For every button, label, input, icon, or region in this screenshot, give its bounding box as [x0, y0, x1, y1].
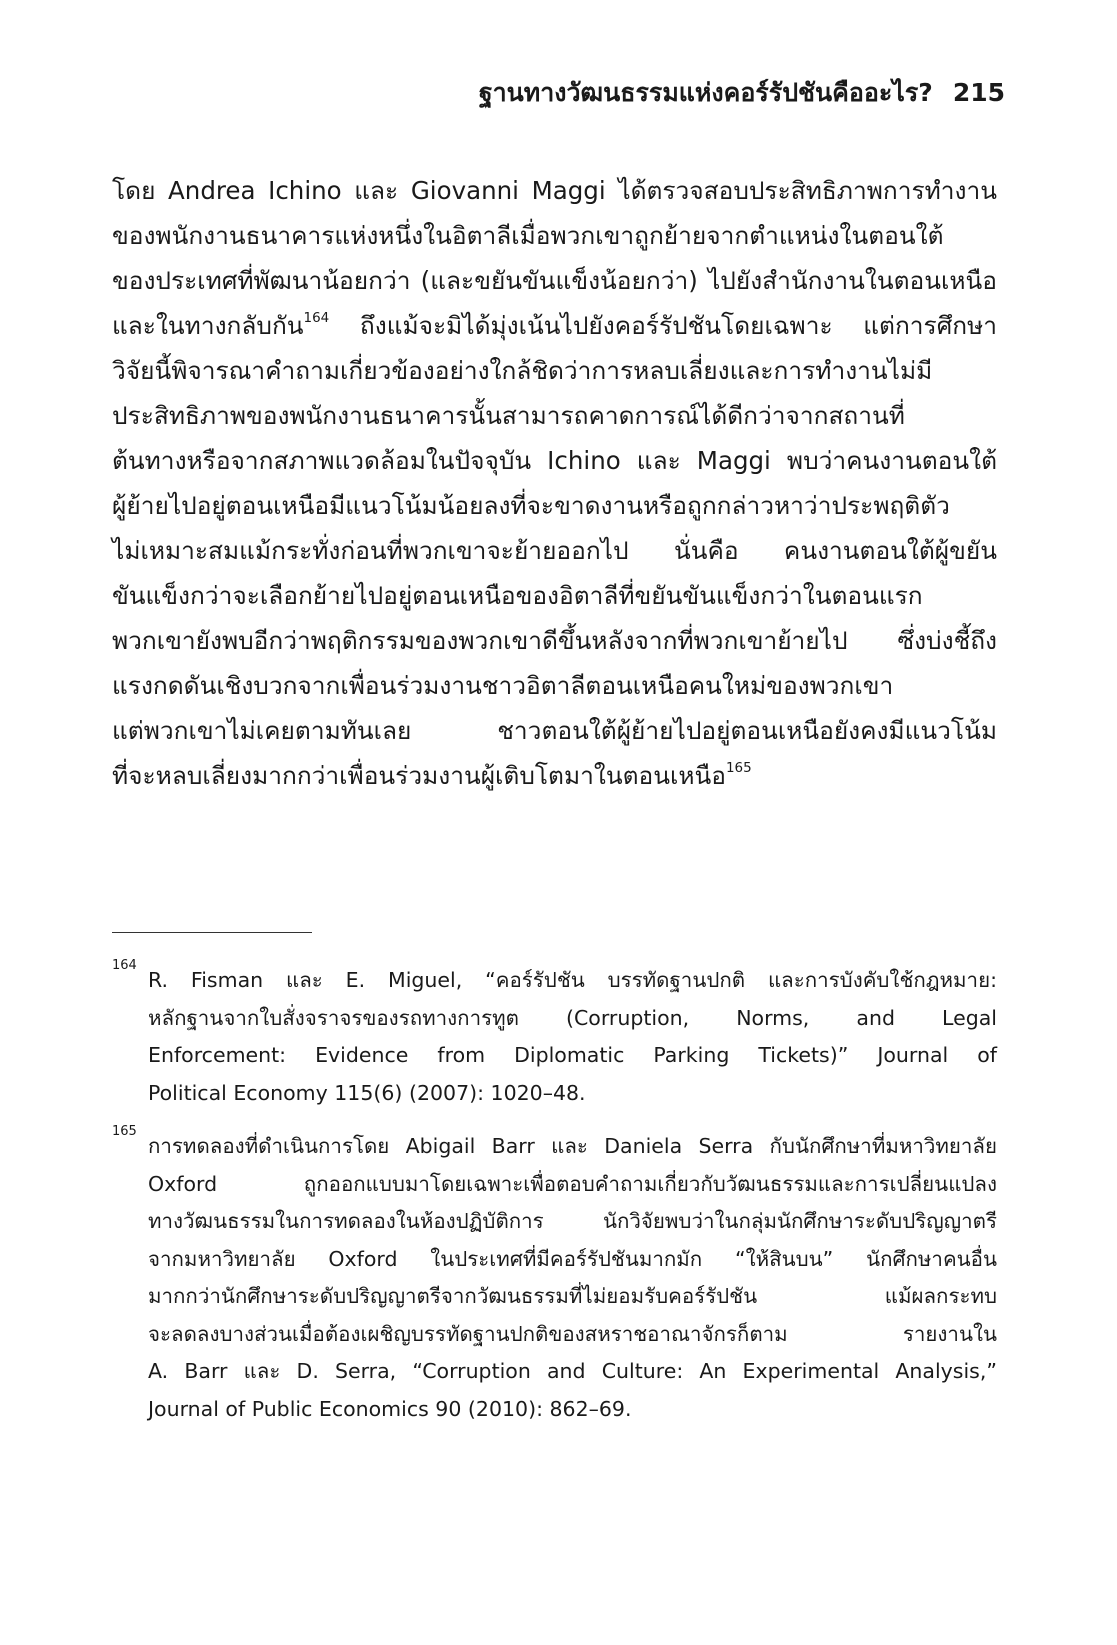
footnote-ref-164[interactable]: 164 [303, 309, 330, 326]
body-line: ไม่เหมาะสมแม้กระทั่งก่อนที่พวกเขาจะย้ายออกไป นั่นคือ คนงานตอนใต้ผู้ขยัน [112, 536, 997, 565]
footnote-line: จากมหาวิทยาลัย Oxford ในประเทศที่มีคอร์รัปชันมากมัก “ให้สินบน” นักศึกษาคนอื่น [148, 1246, 997, 1271]
footnote-164 [112, 958, 997, 1112]
body-line-segment: และในทางกลับกัน [112, 311, 304, 340]
page-number: 215 [952, 78, 1005, 107]
body-line: พวกเขายังพบอีกว่าพฤติกรรมของพวกเขาดีขึ้นหลังจากที่พวกเขาย้ายไป ซึ่งบ่งชี้ถึง [112, 626, 997, 655]
footnotes [112, 958, 997, 1444]
footnote-divider [112, 932, 312, 933]
footnote-number: 164 [112, 958, 137, 973]
footnote-165 [112, 1124, 997, 1428]
body-line: ประสิทธิภาพของพนักงานธนาคารนั้นสามารถคาดการณ์ได้ดีกว่าจากสถานที่ [112, 401, 905, 430]
body-line: โดย Andrea Ichino และ Giovanni Maggi ได้ตรวจสอบประสิทธิภาพการทำงาน [112, 176, 997, 205]
body-line: แต่พวกเขาไม่เคยตามทันเลย ชาวตอนใต้ผู้ย้ายไปอยู่ตอนเหนือยังคงมีแนวโน้ม [112, 716, 997, 745]
body-line: ของประเทศที่พัฒนาน้อยกว่า (และขยันขันแข็งน้อยกว่า) ไปยังสำนักงานในตอนเหนือ [112, 266, 997, 295]
body-line: ขันแข็งกว่าจะเลือกย้ายไปอยู่ตอนเหนือของอิตาลีที่ขยันขันแข็งกว่าในตอนแรก [112, 581, 923, 610]
footnote-line: จะลดลงบางส่วนเมื่อต้องเผชิญบรรทัดฐานปกติของสหราชอาณาจักรก็ตาม รายงานใน [148, 1321, 997, 1346]
body-line-segment: ถึงแม้จะมิได้มุ่งเน้นไปยังคอร์รัปชันโดยเฉพาะ แต่การศึกษา [359, 311, 997, 340]
footnote-number: 165 [112, 1124, 137, 1139]
footnote-line: Journal of Public Economics 90 (2010): 862–69. [148, 1396, 632, 1421]
footnote-line: หลักฐานจากใบสั่งจราจรของรถทางการทูต (Corruption, Norms, and Legal [148, 1005, 997, 1030]
body-line: ของพนักงานธนาคารแห่งหนึ่งในอิตาลีเมื่อพวกเขาถูกย้ายจากตำแหน่งในตอนใต้ [112, 221, 944, 250]
footnote-line: R. Fisman และ E. Miguel, “คอร์รัปชัน บรรทัดฐานปกติ และการบังคับใช้กฎหมาย: [148, 968, 997, 992]
body-line [112, 303, 997, 348]
running-header [479, 76, 1005, 110]
footnote-line: มากกว่านักศึกษาระดับปริญญาตรีจากวัฒนธรรมที่ไม่ยอมรับคอร์รัปชัน แม้ผลกระทบ [148, 1284, 997, 1308]
body-line: วิจัยนี้พิจารณาคำถามเกี่ยวข้องอย่างใกล้ชิดว่าการหลบเลี่ยงและการทำงานไม่มี [112, 356, 933, 385]
chapter-title: ฐานทางวัฒนธรรมแห่งคอร์รัปชันคืออะไร? [478, 78, 933, 107]
body-line: แรงกดดันเชิงบวกจากเพื่อนร่วมงานชาวอิตาลีตอนเหนือคนใหม่ของพวกเขา [112, 671, 894, 700]
body-line-segment: ที่จะหลบเลี่ยงมากกว่าเพื่อนร่วมงานผู้เติบโตมาในตอนเหนือ [112, 761, 726, 790]
footnote-line: ทางวัฒนธรรมในการทดลองในห้องปฏิบัติการ นักวิจัยพบว่าในกลุ่มนักศึกษาระดับปริญญาตรี [148, 1209, 997, 1233]
footnote-line: Enforcement: Evidence from Diplomatic Parking Tickets)” Journal of [148, 1043, 997, 1067]
body-line [112, 753, 997, 798]
body-line: ผู้ย้ายไปอยู่ตอนเหนือมีแนวโน้มน้อยลงที่จะขาดงานหรือถูกกล่าวหาว่าประพฤติตัว [112, 491, 950, 520]
body-line: ต้นทางหรือจากสภาพแวดล้อมในปัจจุบัน Ichino และ Maggi พบว่าคนงานตอนใต้ [112, 446, 997, 475]
footnote-line: Political Economy 115(6) (2007): 1020–48. [148, 1080, 586, 1105]
footnote-ref-165[interactable]: 165 [725, 759, 752, 776]
body-paragraph [112, 168, 997, 798]
footnote-line: A. Barr และ D. Serra, “Corruption and Culture: An Experimental Analysis,” [148, 1359, 997, 1383]
footnote-line: การทดลองที่ดำเนินการโดย Abigail Barr และ Daniela Serra กับนักศึกษาที่มหาวิทยาลัย [148, 1134, 997, 1158]
footnote-line: Oxford ถูกออกแบบมาโดยเฉพาะเพื่อตอบคำถามเกี่ยวกับวัฒนธรรมและการเปลี่ยนแปลง [148, 1171, 997, 1196]
